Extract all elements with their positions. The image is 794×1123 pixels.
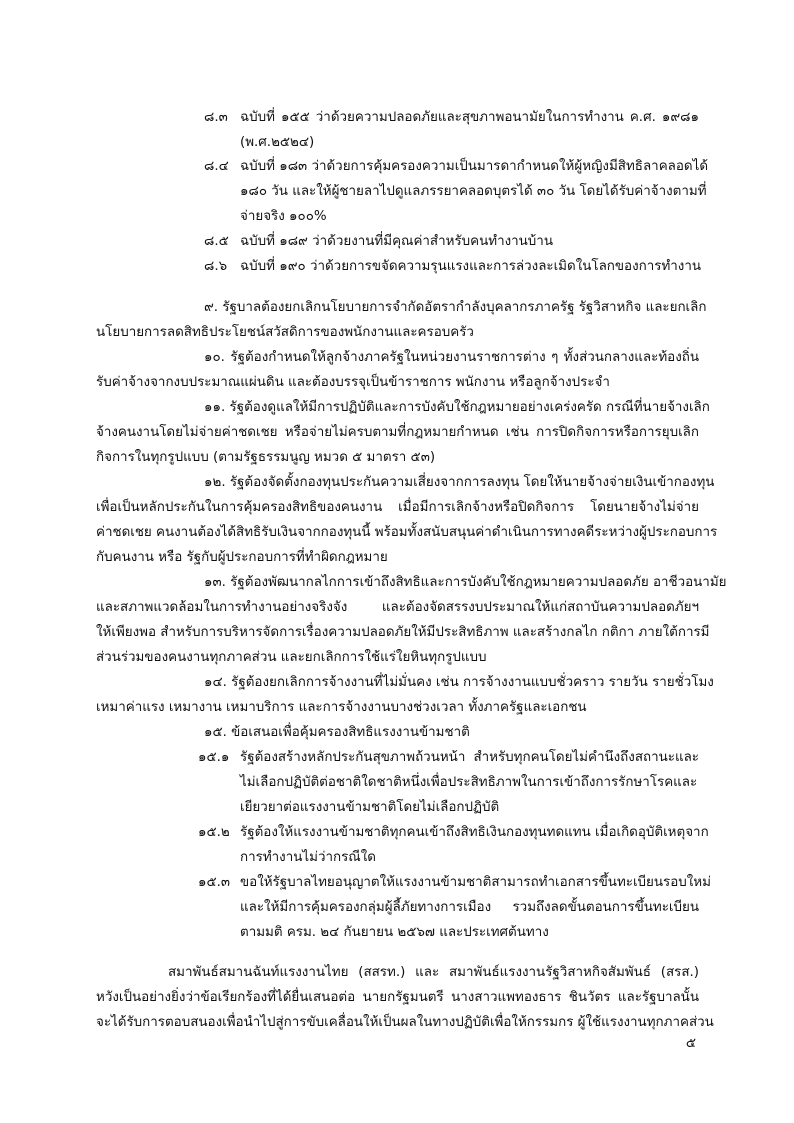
item-15-heading: ๑๕. ข้อเสนอเพื่อคุ้มครองสิทธิแรงงานข้ามชาติ [204, 725, 470, 740]
sub-item-number: ๘.๓ [204, 110, 228, 125]
item-10-line: รับค่าจ้างจากงบประมาณแผ่นดิน และต้องบรรจุเป็นข้าราชการ พนักงาน หรือลูกจ้างประจำ [96, 375, 610, 390]
item-11-line: ๑๑. รัฐต้องดูแลให้มีการปฏิบัติและการบังคับใช้กฎหมายอย่างเคร่งครัด กรณีที่นายจ้างเลิก [204, 400, 710, 415]
sub-item-number: ๘.๖ [204, 259, 228, 274]
sub-item-number: ๑๕.๒ [198, 825, 230, 840]
closing-line: จะได้รับการตอบสนองเพื่อนำไปสู่การขับเคลื่อนให้เป็นผลในทางปฏิบัติเพื่อให้กรรมกร ผู้ใช้แรงงานทุกภาคส่วน [96, 1015, 714, 1030]
item-10-line: ๑๐. รัฐต้องกำหนดให้ลูกจ้างภาครัฐในหน่วยงานราชการต่าง ๆ ทั้งส่วนกลางและท้องถิ่น [204, 350, 699, 365]
item-11-line: จ้างคนงานโดยไม่จ่ายค่าชดเชย หรือจ่ายไม่ครบตามที่กฎหมายกำหนด เช่น การปิดกิจการหรือการยุบเลิก [96, 425, 699, 440]
sub-item-line: ๑๘๐ วัน และให้ผู้ชายลาไปดูแลภรรยาคลอดบุตรได้ ๓๐ วัน โดยได้รับค่าจ้างตามที่ [240, 184, 707, 199]
item-14-line: เหมาค่าแรง เหมางาน เหมาบริการ และการจ้างงานบางช่วงเวลา ทั้งภาครัฐและเอกชน [96, 700, 587, 715]
sub-item-line: ตามมติ ครม. ๒๔ กันยายน ๒๕๖๗ และประเทศต้นทาง [240, 925, 549, 940]
sub-item-line: จ่ายจริง ๑๐๐% [240, 209, 327, 224]
item-12-line: ค่าชดเชย คนงานต้องได้สิทธิรับเงินจากกองทุนนี้ พร้อมทั้งสนับสนุนค่าดำเนินการทางคดีระหว่างผู้ประกอบการ [96, 525, 718, 540]
page-number: ๕ [685, 1036, 696, 1051]
item-13-line: และสภาพแวดล้อมในการทำงานอย่างจริงจัง และต้องจัดสรรงบประมาณให้แก่สถาบันความปลอดภัยฯ [96, 600, 699, 615]
sub-item-line: การทำงานไม่ว่ากรณีใด [240, 850, 376, 865]
item-13-line: ส่วนร่วมของคนงานทุกภาคส่วน และยกเลิกการใช้แร่ใยหินทุกรูปแบบ [96, 650, 487, 665]
sub-item-number: ๑๕.๓ [198, 875, 231, 890]
sub-item-line: ฉบับที่ ๑๙๐ ว่าด้วยการขจัดความรุนแรงและการล่วงละเมิดในโลกของการทำงาน [240, 259, 702, 274]
sub-item-line: และให้มีการคุ้มครองกลุ่มผู้ลี้ภัยทางการเมือง รวมถึงลดขั้นตอนการขึ้นทะเบียน [240, 900, 699, 915]
sub-item-line: ฉบับที่ ๑๘๙ ว่าด้วยงานที่มีคุณค่าสำหรับคนทำงานบ้าน [240, 234, 553, 249]
sub-item-number: ๘.๕ [204, 234, 229, 249]
sub-item-line: เยียวยาต่อแรงงานข้ามชาติโดยไม่เลือกปฏิบัติ [240, 800, 500, 815]
item-9-line: ๙. รัฐบาลต้องยกเลิกนโยบายการจำกัดอัตรากำลังบุคลากรภาครัฐ รัฐวิสาหกิจ และยกเลิก [204, 300, 707, 315]
sub-item-line: (พ.ศ.๒๕๒๔) [240, 135, 315, 150]
item-13-line: ให้เพียงพอ สำหรับการบริหารจัดการเรื่องความปลอดภัยให้มีประสิทธิภาพ และสร้างกลไก กติกา ภายใต้การมี [96, 625, 710, 640]
item-12-line: เพื่อเป็นหลักประกันในการคุ้มครองสิทธิของคนงาน เมื่อมีการเลิกจ้างหรือปิดกิจการ โดยนายจ้างไม่จ่าย [96, 500, 699, 515]
sub-item-line: ไม่เลือกปฏิบัติต่อชาติใดชาติหนึ่งเพื่อประสิทธิภาพในการเข้าถึงการรักษาโรคและ [240, 775, 698, 790]
sub-item-number: ๑๕.๑ [198, 750, 230, 765]
item-9-line: นโยบายการลดสิทธิประโยชน์สวัสดิการของพนักงานและครอบครัว [96, 325, 474, 340]
item-12-line: ๑๒. รัฐต้องจัดตั้งกองทุนประกันความเสี่ยงจากการลงทุน โดยให้นายจ้างจ่ายเงินเข้ากองทุน [204, 475, 715, 490]
sub-item-number: ๘.๔ [204, 159, 229, 174]
sub-item-line: ฉบับที่ ๑๘๓ ว่าด้วยการคุ้มครองความเป็นมารดากำหนดให้ผู้หญิงมีสิทธิลาคลอดได้ [240, 159, 709, 174]
item-13-line: ๑๓. รัฐต้องพัฒนากลไกการเข้าถึงสิทธิและการบังคับใช้กฎหมายความปลอดภัย อาชีวอนามัย [204, 575, 727, 590]
item-11-line: กิจการในทุกรูปแบบ (ตามรัฐธรรมนูญ หมวด ๕ มาตรา ๕๓) [96, 450, 436, 465]
item-14-line: ๑๔. รัฐต้องยกเลิกการจ้างงานที่ไม่มั่นคง เช่น การจ้างงานแบบชั่วคราว รายวัน รายชั่วโมง [204, 675, 714, 690]
closing-line: สมาพันธ์สมานฉันท์แรงงานไทย (สสรท.) และ สมาพันธ์แรงงานรัฐวิสาหกิจสัมพันธ์ (สรส.) [168, 965, 699, 980]
item-12-line: กับคนงาน หรือ รัฐกับผู้ประกอบการที่ทำผิดกฎหมาย [96, 550, 388, 565]
sub-item-line: รัฐต้องสร้างหลักประกันสุขภาพถ้วนหน้า สำหรับทุกคนโดยไม่คำนึงถึงสถานะและ [240, 750, 699, 765]
sub-item-line: รัฐต้องให้แรงงานข้ามชาติทุกคนเข้าถึงสิทธิเงินกองทุนทดแทน เมื่อเกิดอุบัติเหตุจาก [240, 825, 709, 840]
closing-line: หวังเป็นอย่างยิ่งว่าข้อเรียกร้องที่ได้ยื่นเสนอต่อ นายกรัฐมนตรี นางสาวแพทองธาร ชินวัตร และรัฐบาลนั้น [96, 990, 699, 1005]
sub-item-line: ฉบับที่ ๑๕๕ ว่าด้วยความปลอดภัยและสุขภาพอนามัยในการทำงาน ค.ศ. ๑๙๘๑ [240, 110, 699, 125]
sub-item-line: ขอให้รัฐบาลไทยอนุญาตให้แรงงานข้ามชาติสามารถทำเอกสารขึ้นทะเบียนรอบใหม่ [240, 875, 711, 890]
